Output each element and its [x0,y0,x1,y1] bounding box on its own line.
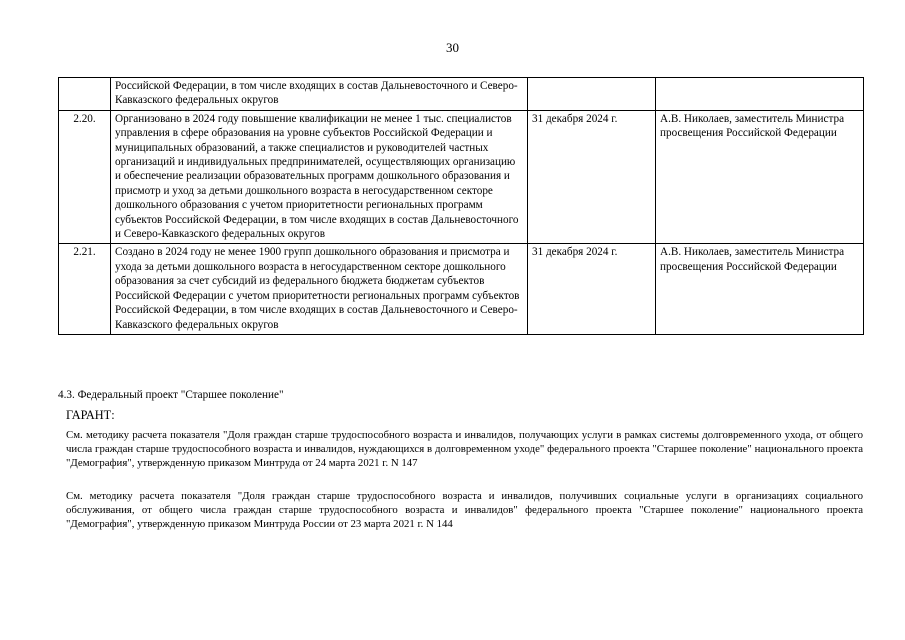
row-number [59,78,111,111]
page-number: 30 [446,40,459,55]
row-number: 2.21. [59,244,111,334]
row-text: Создано в 2024 году не менее 1900 групп дошкольного образования и присмотра и ухода за детьми дошкольного возраста в негосударственном секторе дошкольного образования за счет субсидий из федерального бюджета бюджетам субъектов Российской Федерации с учетом приоритетности региональных программ субъектов Российской Федерации, в том числе входящих в состав Дальневосточного и Северо-Кавказского федеральных округов [111,244,528,334]
table-row [59,78,864,111]
row-responsible: А.В. Николаев, заместитель Министра просвещения Российской Федерации [656,244,864,334]
garant-label: ГАРАНТ: [66,408,115,422]
measures-table [58,77,864,335]
row-text: Организовано в 2024 году повышение квалификации не менее 1 тыс. специалистов управления в сфере образования на уровне субъектов Российской Федерации и муниципальных образований, а также специалистов и руководителей частных организаций и индивидуальных предпринимателей, осуществляющих организацию и обеспечение реализации образовательных программ дошкольного образования и присмотр и уход за детьми дошкольного возраста в негосударственном секторе дошкольного образования с учетом приоритетности региональных программ субъектов Российской Федерации, в том числе входящих в состав Дальневосточного и Северо-Кавказского федеральных округов [111,110,528,244]
garant-note: См. методику расчета показателя "Доля граждан старше трудоспособного возраста и инвалидов, получающих услуги в рамках системы долговременного ухода, от общего числа граждан старше трудоспособного возраста и инвалидов, нуждающихся в долговременном уходе" федерального проекта "Старшее поколение" национального проекта "Демография", утвержденную приказом Минтруда от 24 марта 2021 г. N 147 [66,429,863,470]
row-number: 2.20. [59,110,111,244]
row-date: 31 декабря 2024 г. [528,244,656,334]
row-responsible: А.В. Николаев, заместитель Министра просвещения Российской Федерации [656,110,864,244]
table-row [59,110,864,244]
table-row [59,244,864,334]
row-text: Российской Федерации, в том числе входящих в состав Дальневосточного и Северо-Кавказского федеральных округов [111,78,528,111]
row-responsible [656,78,864,111]
section-heading: 4.3. Федеральный проект "Старшее поколение" [58,389,284,401]
row-date: 31 декабря 2024 г. [528,110,656,244]
garant-note: См. методику расчета показателя "Доля граждан старше трудоспособного возраста и инвалидов, получивших социальные услуги в организациях социального обслуживания, от общего числа граждан старше трудоспособного возраста и инвалидов" федерального проекта "Старшее поколение" национального проекта "Демография", утвержденную приказом Минтруда России от 23 марта 2021 г. N 144 [66,490,863,531]
row-date [528,78,656,111]
